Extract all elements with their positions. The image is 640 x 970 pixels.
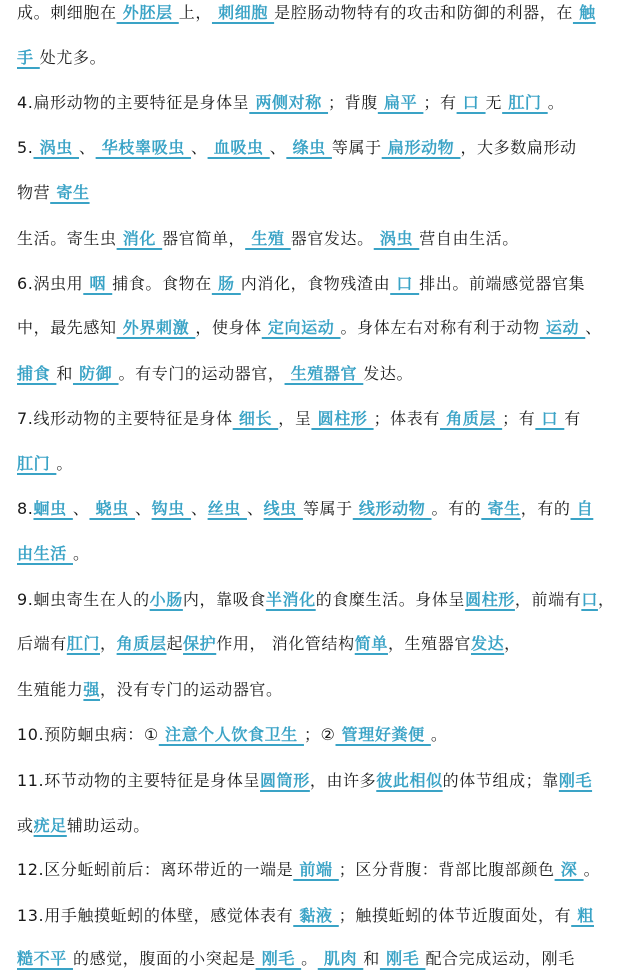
text-segment: ，	[100, 634, 117, 653]
text-segment: 或	[17, 816, 34, 835]
answer-blank: 肠	[211, 274, 241, 293]
text-line-21	[17, 905, 594, 927]
text-segment: 排出。前端感觉器官集	[419, 274, 586, 293]
text-line-12	[17, 498, 593, 520]
text-segment: ；背腹	[328, 93, 378, 112]
text-segment: 的感觉，腹面的小突起是	[72, 949, 256, 968]
answer-blank: 扁平	[377, 93, 424, 112]
answer-blank: 粗	[571, 906, 594, 925]
text-line-8	[17, 317, 602, 339]
answer-blank: 丝虫	[207, 499, 247, 518]
text-segment: 器官简单，	[162, 229, 246, 248]
text-segment: 。有专门的运动器官，	[118, 364, 285, 383]
text-line-22	[17, 948, 575, 970]
text-segment: 中，最先感知	[17, 318, 117, 337]
text-segment: 无	[485, 93, 503, 112]
text-segment: ，大多数扁形动	[460, 138, 577, 157]
text-segment: ；②	[303, 725, 336, 744]
text-segment: 捕食。食物在	[112, 274, 212, 293]
text-segment: 的体节组成；靠	[442, 771, 559, 790]
text-segment: 。身体左右对称有利于动物	[340, 318, 540, 337]
answer-blank: 涡虫	[373, 229, 420, 248]
text-segment: ；体表有	[373, 409, 440, 428]
answer-blank: 刚毛	[558, 771, 593, 790]
answer-blank: 口	[581, 590, 598, 609]
text-segment: 发达。	[363, 364, 414, 383]
answer-blank: 自	[570, 499, 594, 518]
answer-blank: 防御	[72, 364, 119, 383]
text-line-19	[17, 815, 150, 837]
text-segment: ，由许多	[309, 771, 377, 790]
text-segment: 营自由生活。	[419, 229, 519, 248]
text-line-15	[17, 633, 521, 655]
answer-blank: 口	[456, 93, 486, 112]
answer-blank: 绦虫	[286, 138, 332, 157]
text-segment: ，生殖器官	[387, 634, 471, 653]
text-segment: 11.环节动物的主要特征是身体呈	[17, 771, 261, 790]
text-segment: 。	[56, 454, 73, 473]
answer-blank: 定向运动	[261, 318, 341, 337]
text-segment: 5.	[17, 138, 34, 157]
answer-blank: 前端	[293, 860, 339, 879]
text-segment: ，没有专门的运动器官。	[100, 680, 283, 699]
answer-blank: 肛门	[17, 454, 57, 473]
answer-blank: 蛔虫	[33, 499, 73, 518]
text-segment: 。	[547, 93, 565, 112]
text-line-18	[17, 770, 592, 792]
answer-blank: 口	[535, 409, 565, 428]
text-segment: 10.预防蛔虫病：①	[17, 725, 159, 744]
answer-blank: 华枝睾吸虫	[95, 138, 191, 157]
text-segment: 。	[430, 725, 448, 744]
text-segment: ；触摸蚯蚓的体节近腹面处，有	[338, 906, 572, 925]
text-segment: 、	[79, 138, 96, 157]
answer-blank: 寄生	[50, 183, 90, 202]
text-segment: 、	[72, 499, 90, 518]
text-segment: 处尤多。	[39, 48, 107, 67]
text-segment: ；区分背腹：背部比腹部颜色	[338, 860, 555, 879]
text-segment: ，有的	[520, 499, 571, 518]
text-segment: 12.区分蚯蚓前后：离环带近的一端是	[17, 860, 294, 879]
answer-blank: 管理好粪便	[335, 725, 431, 744]
answer-blank: 刚毛	[379, 949, 426, 968]
text-line-2	[17, 47, 106, 69]
answer-blank: 圆柱形	[465, 590, 515, 609]
text-segment: 、	[585, 318, 602, 337]
text-segment: 生殖能力	[17, 680, 84, 699]
text-segment: ，	[504, 634, 521, 653]
text-segment: 7.线形动物的主要特征是身体	[17, 409, 233, 428]
answer-blank: 手	[17, 48, 40, 67]
answer-blank: 外胚层	[116, 3, 179, 22]
text-segment: 是腔肠动物特有的攻击和防御的利器，在	[274, 3, 573, 22]
answer-blank: 运动	[539, 318, 586, 337]
answer-blank: 外界刺激	[116, 318, 196, 337]
text-segment: ；有	[502, 409, 536, 428]
answer-blank: 线虫	[263, 499, 303, 518]
text-segment: 。	[583, 860, 601, 879]
text-segment: 配合完成运动，刚毛	[425, 949, 575, 968]
text-segment: 起	[166, 634, 184, 653]
answer-blank: 肛门	[502, 93, 548, 112]
text-segment: 后端有	[17, 634, 67, 653]
text-line-1	[17, 2, 596, 24]
answer-blank: 刚毛	[255, 949, 302, 968]
answer-blank: 黏液	[293, 906, 339, 925]
answer-blank: 肌肉	[317, 949, 364, 968]
text-segment: 等属于	[302, 499, 353, 518]
text-line-5	[17, 182, 90, 204]
text-segment: 有	[564, 409, 581, 428]
answer-blank: 肛门	[66, 634, 101, 653]
text-segment: 物营	[17, 183, 51, 202]
text-segment: 。有的	[431, 499, 482, 518]
text-segment: ，前端有	[514, 590, 582, 609]
answer-blank: 触	[572, 3, 596, 22]
answer-blank: 口	[390, 274, 420, 293]
text-segment: 的食糜生活。身体呈	[315, 590, 466, 609]
answer-blank: 发达	[470, 634, 505, 653]
text-segment: 和	[56, 364, 73, 383]
text-segment: 生活。寄生虫	[17, 229, 117, 248]
answer-blank: 圆筒形	[260, 771, 310, 790]
text-line-17	[17, 724, 447, 746]
answer-blank: 捕食	[17, 364, 57, 383]
text-line-13	[17, 543, 90, 565]
text-segment: 上，	[178, 3, 212, 22]
answer-blank: 由生活	[17, 544, 73, 563]
answer-blank: 涡虫	[33, 138, 80, 157]
answer-blank: 角质层	[116, 634, 167, 653]
answer-blank: 刺细胞	[211, 3, 275, 22]
text-segment: ，使身体	[195, 318, 262, 337]
answer-blank: 消化	[116, 229, 163, 248]
text-segment: ，	[597, 590, 615, 609]
text-segment: 器官发达。	[290, 229, 374, 248]
answer-blank: 咽	[83, 274, 113, 293]
answer-blank: 半消化	[265, 590, 316, 609]
text-segment: 内消化，食物残渣由	[240, 274, 391, 293]
text-segment: 、	[190, 138, 208, 157]
text-segment: 内，靠吸食	[182, 590, 266, 609]
answer-blank: 注意个人饮食卫生	[158, 725, 304, 744]
answer-blank: 简单	[354, 634, 388, 653]
text-line-11	[17, 453, 73, 475]
text-segment: 13.用手触摸蚯蚓的体壁，感觉体表有	[17, 906, 294, 925]
text-segment: 。	[72, 544, 90, 563]
text-segment: 9.蛔虫寄生在人的	[17, 590, 150, 609]
text-segment: 、	[190, 499, 208, 518]
text-segment: ；有	[423, 93, 457, 112]
answer-blank: 强	[83, 680, 101, 699]
answer-blank: 两侧对称	[249, 93, 329, 112]
text-segment: 成。刺细胞在	[17, 3, 117, 22]
text-segment: 等属于	[331, 138, 382, 157]
answer-blank: 圆柱形	[311, 409, 374, 428]
answer-blank: 小肠	[149, 590, 183, 609]
text-segment: 4.扁形动物的主要特征是身体呈	[17, 93, 250, 112]
answer-blank: 扁形动物	[381, 138, 461, 157]
answer-blank: 糙不平	[17, 949, 73, 968]
text-segment: 辅助运动。	[66, 816, 150, 835]
answer-blank: 生殖器官	[284, 364, 364, 383]
answer-blank: 线形动物	[352, 499, 432, 518]
answer-blank: 细长	[232, 409, 279, 428]
text-segment: 。	[301, 949, 318, 968]
answer-blank: 寄生	[481, 499, 521, 518]
text-line-6	[17, 228, 519, 250]
answer-blank: 保护	[183, 634, 217, 653]
text-line-16	[17, 679, 283, 701]
text-line-14	[17, 589, 615, 611]
answer-blank: 疣足	[33, 816, 67, 835]
text-segment: 、	[269, 138, 287, 157]
answer-blank: 深	[554, 860, 584, 879]
text-segment: 、	[246, 499, 264, 518]
text-line-4	[17, 137, 577, 159]
text-line-9	[17, 363, 413, 385]
text-segment: 6.涡虫用	[17, 274, 84, 293]
text-line-20	[17, 859, 600, 881]
text-segment: 作用， 消化管结构	[216, 634, 355, 653]
text-segment: 和	[363, 949, 380, 968]
answer-blank: 蛲虫	[89, 499, 135, 518]
answer-blank: 角质层	[439, 409, 503, 428]
answer-blank: 生殖	[245, 229, 291, 248]
text-line-7	[17, 273, 585, 295]
text-line-10	[17, 408, 581, 430]
answer-blank: 钩虫	[151, 499, 191, 518]
text-segment: 、	[135, 499, 152, 518]
text-segment: 8.	[17, 499, 34, 518]
answer-blank: 彼此相似	[376, 771, 443, 790]
text-segment: ，呈	[278, 409, 312, 428]
text-line-3	[17, 92, 564, 114]
answer-blank: 血吸虫	[207, 138, 270, 157]
